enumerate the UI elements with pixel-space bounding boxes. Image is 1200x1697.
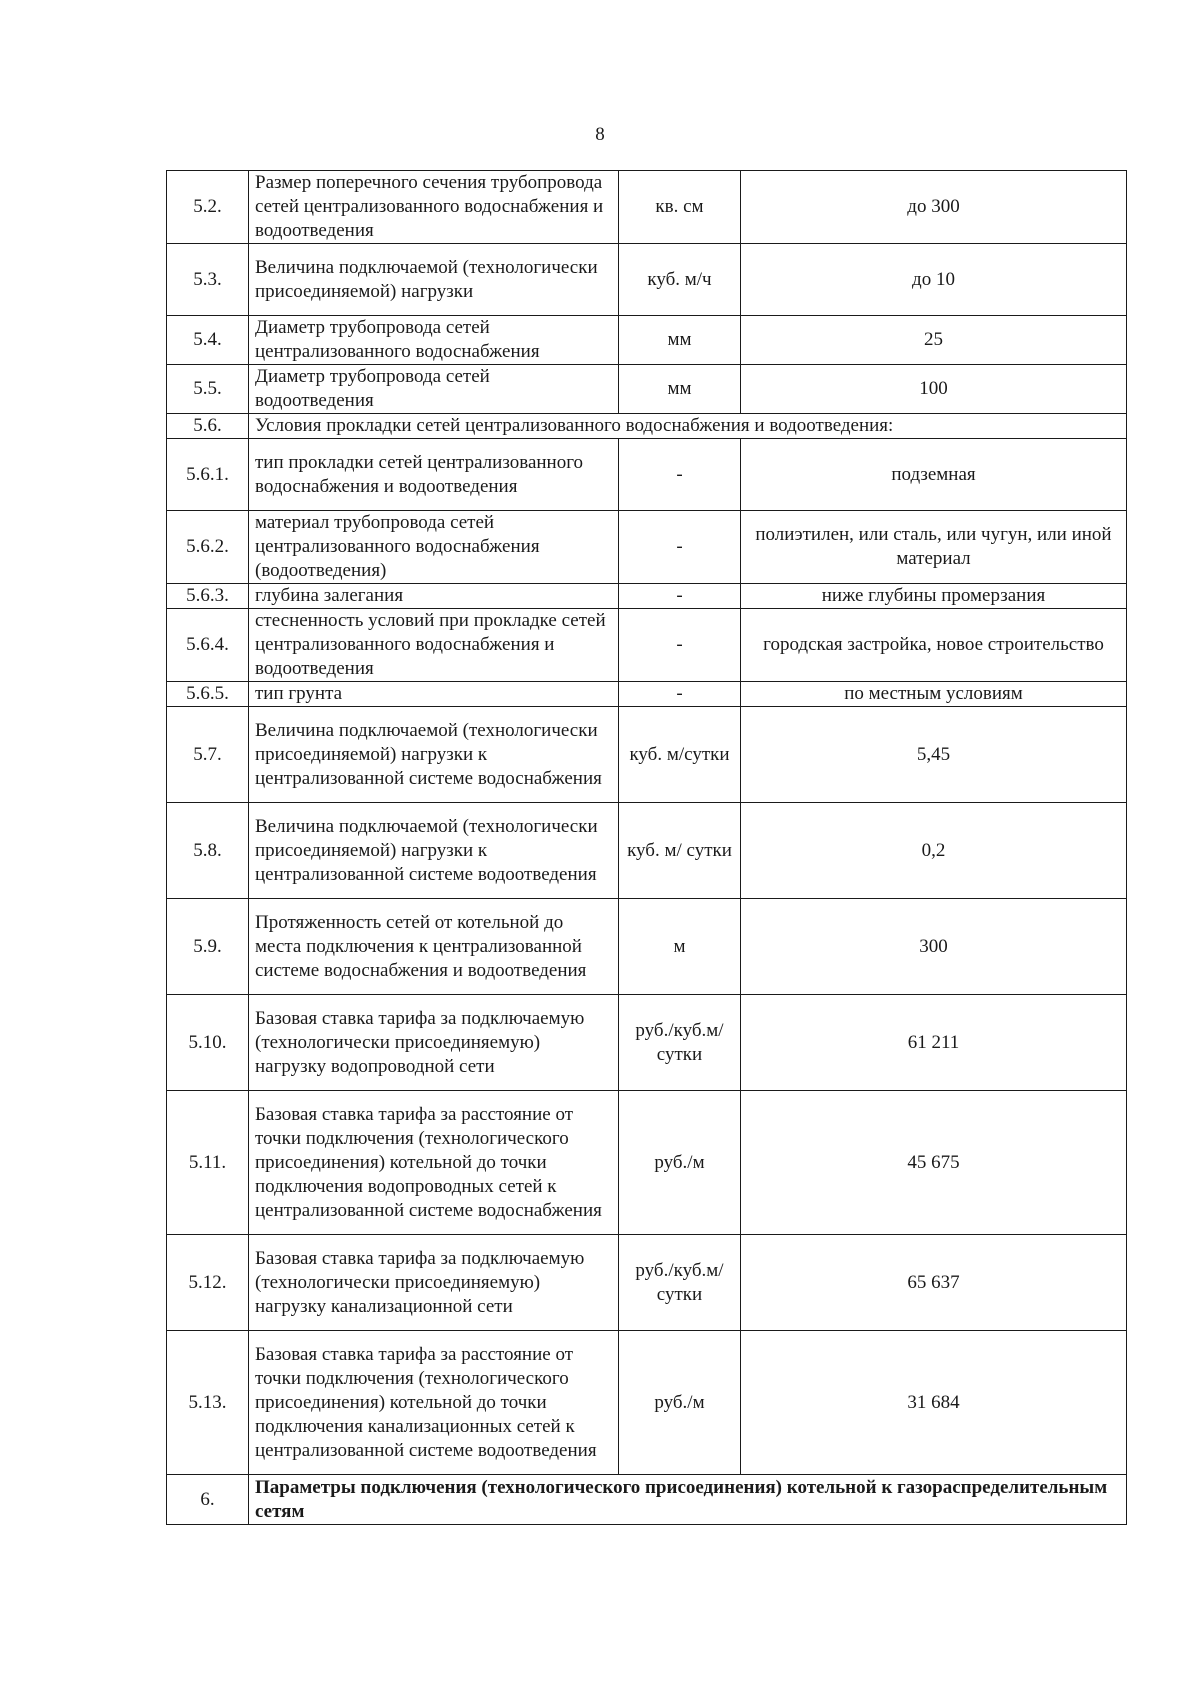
row-name: Базовая ставка тарифа за подключаемую (технологически присоединяемую) нагрузку водопроводной сети — [249, 995, 619, 1091]
row-name: Величина подключаемой (технологически присоединяемой) нагрузки — [249, 244, 619, 316]
row-unit: руб./м — [619, 1091, 741, 1235]
row-value: 61 211 — [741, 995, 1127, 1091]
row-number: 5.9. — [167, 899, 249, 995]
row-number: 5.4. — [167, 316, 249, 365]
row-number: 5.6.1. — [167, 439, 249, 511]
row-name: тип прокладки сетей централизованного водоснабжения и водоотведения — [249, 439, 619, 511]
row-name: материал трубопровода сетей централизованного водоснабжения (водоотведения) — [249, 511, 619, 584]
row-unit: руб./м — [619, 1331, 741, 1475]
row-number: 5.3. — [167, 244, 249, 316]
row-unit: мм — [619, 365, 741, 414]
row-value: подземная — [741, 439, 1127, 511]
row-name: Диаметр трубопровода сетей централизованного водоснабжения — [249, 316, 619, 365]
row-value: 100 — [741, 365, 1127, 414]
row-number: 5.10. — [167, 995, 249, 1091]
row-name: Диаметр трубопровода сетей водоотведения — [249, 365, 619, 414]
row-value: полиэтилен, или сталь, или чугун, или иной материал — [741, 511, 1127, 584]
row-name: Базовая ставка тарифа за подключаемую (технологически присоединяемую) нагрузку канализационной сети — [249, 1235, 619, 1331]
row-value: 31 684 — [741, 1331, 1127, 1475]
table-row — [167, 584, 1127, 609]
page-number: 8 — [595, 124, 605, 145]
row-value: ниже глубины промерзания — [741, 584, 1127, 609]
row-name: тип грунта — [249, 682, 619, 707]
table-row — [167, 171, 1127, 244]
row-value: 300 — [741, 899, 1127, 995]
row-value: 5,45 — [741, 707, 1127, 803]
row-unit: куб. м/сутки — [619, 707, 741, 803]
table-row — [167, 803, 1127, 899]
row-unit: мм — [619, 316, 741, 365]
table-row — [167, 1091, 1127, 1235]
row-value: 0,2 — [741, 803, 1127, 899]
table-row — [167, 365, 1127, 414]
parameters-table — [166, 170, 1127, 1525]
row-unit: куб. м/ч — [619, 244, 741, 316]
table-row — [167, 995, 1127, 1091]
row-value: по местным условиям — [741, 682, 1127, 707]
row-unit: м — [619, 899, 741, 995]
row-unit: руб./куб.м/ сутки — [619, 1235, 741, 1331]
row-name: Величина подключаемой (технологически присоединяемой) нагрузки к централизованной системе водоснабжения — [249, 707, 619, 803]
row-name: Базовая ставка тарифа за расстояние от точки подключения (технологического присоединения) котельной до точки подключения канализационных сетей к централизованной системе водоотведения — [249, 1331, 619, 1475]
table-row — [167, 1475, 1127, 1525]
row-name: Размер поперечного сечения трубопровода сетей централизованного водоснабжения и водоотведения — [249, 171, 619, 244]
row-unit: - — [619, 511, 741, 584]
row-name: Условия прокладки сетей централизованного водоснабжения и водоотведения: — [249, 414, 1127, 439]
table-row — [167, 899, 1127, 995]
row-name: Базовая ставка тарифа за расстояние от точки подключения (технологического присоединения) котельной до точки подключения водопроводных сетей к централизованной системе водоснабжения — [249, 1091, 619, 1235]
row-number: 5.13. — [167, 1331, 249, 1475]
row-number: 5.6.4. — [167, 609, 249, 682]
table-row — [167, 1235, 1127, 1331]
row-unit: - — [619, 584, 741, 609]
row-name: Величина подключаемой (технологически присоединяемой) нагрузки к централизованной системе водоотведения — [249, 803, 619, 899]
row-unit: куб. м/ сутки — [619, 803, 741, 899]
row-value: 65 637 — [741, 1235, 1127, 1331]
row-number: 5.11. — [167, 1091, 249, 1235]
row-number: 5.6. — [167, 414, 249, 439]
row-value: городская застройка, новое строительство — [741, 609, 1127, 682]
table-row — [167, 609, 1127, 682]
row-number: 5.7. — [167, 707, 249, 803]
row-name: стесненность условий при прокладке сетей централизованного водоснабжения и водоотведения — [249, 609, 619, 682]
table-row — [167, 244, 1127, 316]
table-row — [167, 316, 1127, 365]
table-row — [167, 414, 1127, 439]
row-name: глубина залегания — [249, 584, 619, 609]
row-number: 5.5. — [167, 365, 249, 414]
row-number: 5.6.5. — [167, 682, 249, 707]
table-row — [167, 511, 1127, 584]
table-row — [167, 1331, 1127, 1475]
row-value: до 300 — [741, 171, 1127, 244]
table-row — [167, 707, 1127, 803]
row-value: до 10 — [741, 244, 1127, 316]
row-name: Протяженность сетей от котельной до места подключения к централизованной системе водоснабжения и водоотведения — [249, 899, 619, 995]
table-row — [167, 682, 1127, 707]
row-unit: - — [619, 609, 741, 682]
row-unit: руб./куб.м/ сутки — [619, 995, 741, 1091]
row-number: 5.2. — [167, 171, 249, 244]
row-number: 5.8. — [167, 803, 249, 899]
table-row — [167, 439, 1127, 511]
row-number: 5.12. — [167, 1235, 249, 1331]
row-value: 45 675 — [741, 1091, 1127, 1235]
row-unit: - — [619, 682, 741, 707]
row-unit: - — [619, 439, 741, 511]
row-number: 6. — [167, 1475, 249, 1525]
row-number: 5.6.3. — [167, 584, 249, 609]
row-number: 5.6.2. — [167, 511, 249, 584]
row-value: 25 — [741, 316, 1127, 365]
row-unit: кв. см — [619, 171, 741, 244]
row-name: Параметры подключения (технологического присоединения) котельной к газораспределительным сетям — [249, 1475, 1127, 1525]
